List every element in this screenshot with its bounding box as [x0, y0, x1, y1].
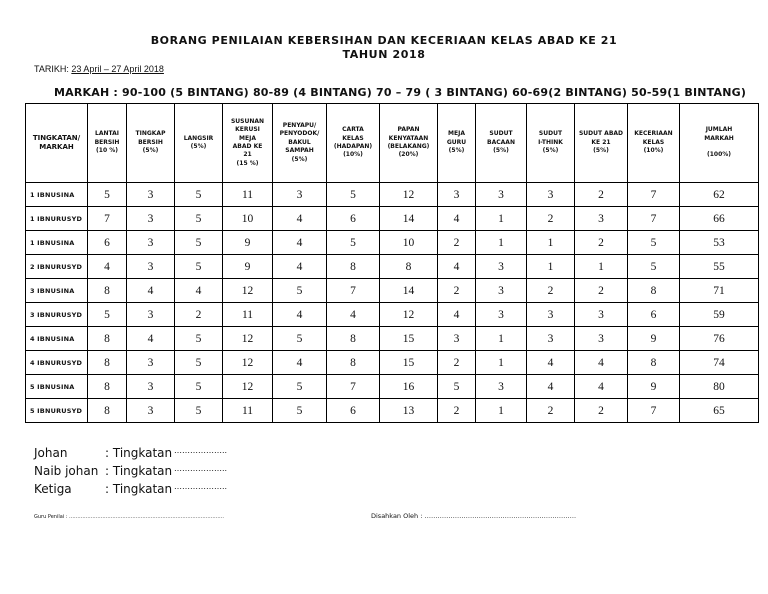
score-cell: 12 — [223, 351, 273, 375]
table-row — [26, 255, 759, 279]
column-header — [127, 104, 175, 183]
score-cell: 6 — [327, 207, 380, 231]
score-cell: 4 — [438, 207, 476, 231]
score-cell: 5 — [438, 375, 476, 399]
score-cell: 2 — [527, 279, 575, 303]
column-header-line: (5%) — [291, 155, 308, 163]
score-cell: 3 — [476, 303, 527, 327]
column-header-line: KELAS — [642, 138, 665, 146]
score-cell: 3 — [127, 255, 175, 279]
column-header-line: MEJA — [239, 134, 256, 142]
score-cell: 2 — [175, 303, 223, 327]
assessment-table — [25, 103, 759, 423]
score-cell: 4 — [575, 351, 628, 375]
winner-field-label: : Tingkatan — [105, 464, 173, 478]
column-header-line: SUDUT ABAD — [578, 130, 624, 138]
column-header-line: (10 %) — [96, 147, 118, 155]
column-header-line: (5%) — [190, 143, 207, 150]
score-cell: 4 — [438, 255, 476, 279]
score-cell: 9 — [628, 375, 680, 399]
column-header-line: JUMLAH — [705, 126, 733, 134]
date-label: TARIKH: — [34, 64, 72, 74]
score-cell: 5 — [628, 231, 680, 255]
score-cell: 4 — [273, 207, 327, 231]
score-cell: 11 — [223, 399, 273, 423]
score-cell: 8 — [327, 255, 380, 279]
score-cell: 5 — [175, 183, 223, 207]
score-cell: 4 — [527, 351, 575, 375]
score-cell: 3 — [273, 183, 327, 207]
score-cell: 8 — [327, 327, 380, 351]
column-header-line: SAMPAH — [285, 147, 314, 155]
score-cell: 2 — [575, 231, 628, 255]
score-cell: 8 — [380, 255, 438, 279]
column-header-line: (5%) — [142, 147, 159, 155]
column-header-line: (5%) — [493, 147, 509, 155]
column-header-line: PENYODOK/ — [279, 130, 320, 138]
score-cell: 6 — [628, 303, 680, 327]
score-cell: 4 — [327, 303, 380, 327]
column-header-line: 21 — [243, 151, 252, 159]
winner-label: Johan — [34, 446, 68, 460]
score-cell: 5 — [175, 351, 223, 375]
marks-scale: MARKAH : 90-100 (5 BINTANG) 80-89 (4 BINTANG) 70 – 79 ( 3 BINTANG) 60-69(2 BINTANG) 50-59(1 BINTANG) — [54, 86, 747, 99]
column-header-line: (5%) — [542, 147, 559, 155]
column-header-line: SUDUT — [489, 130, 513, 138]
score-cell: 7 — [327, 375, 380, 399]
score-cell: 5 — [327, 183, 380, 207]
score-cell: 3 — [127, 231, 175, 255]
score-cell: 9 — [628, 327, 680, 351]
total-score-cell: 65 — [680, 399, 759, 423]
approval-signature-line: Disahkan Oleh : ……………………………………………………………. — [371, 512, 577, 520]
column-header-line: PENYAPU/ — [282, 121, 317, 129]
score-cell: 3 — [127, 303, 175, 327]
score-cell: 11 — [223, 183, 273, 207]
column-header-line: BACAAN — [487, 138, 515, 146]
score-cell: 7 — [628, 399, 680, 423]
table-row — [26, 207, 759, 231]
column-header-line: TINGKAP — [135, 130, 166, 138]
score-cell: 3 — [527, 303, 575, 327]
score-cell: 5 — [628, 255, 680, 279]
score-cell: 5 — [175, 327, 223, 351]
header-row — [26, 104, 759, 183]
score-cell: 1 — [476, 327, 527, 351]
column-header — [26, 104, 88, 183]
column-header — [438, 104, 476, 183]
score-cell: 7 — [327, 279, 380, 303]
assessor-signature-line: Guru Penilai : ………………………………………………………………………………… — [34, 514, 225, 520]
score-cell: 5 — [88, 303, 127, 327]
score-cell: 2 — [527, 207, 575, 231]
score-cell: 2 — [575, 183, 628, 207]
score-cell: 8 — [88, 279, 127, 303]
score-cell: 3 — [575, 207, 628, 231]
score-cell: 11 — [223, 303, 273, 327]
class-name-cell: 1 IBNURUSYD — [26, 207, 88, 231]
table-row — [26, 231, 759, 255]
score-cell: 2 — [438, 231, 476, 255]
column-header-line: (5%) — [448, 147, 465, 155]
table-row — [26, 279, 759, 303]
score-cell: 9 — [223, 255, 273, 279]
class-name-cell: 5 IBNURUSYD — [26, 399, 88, 423]
score-cell: 7 — [628, 207, 680, 231]
score-cell: 5 — [175, 207, 223, 231]
score-cell: 1 — [575, 255, 628, 279]
class-name-cell: 1 IBNUSINA — [26, 231, 88, 255]
column-header-line: MEJA — [448, 130, 465, 138]
score-cell: 1 — [527, 255, 575, 279]
column-header-line: (10%) — [643, 147, 664, 155]
total-score-cell: 62 — [680, 183, 759, 207]
column-header — [680, 104, 759, 183]
score-cell: 3 — [527, 183, 575, 207]
column-header-line: (20%) — [398, 151, 419, 159]
column-header-line: MARKAH — [39, 143, 74, 151]
score-cell: 7 — [88, 207, 127, 231]
total-score-cell: 66 — [680, 207, 759, 231]
score-cell: 3 — [575, 303, 628, 327]
column-header-line: BERSIH — [138, 138, 163, 146]
score-cell: 3 — [127, 207, 175, 231]
winner-field-label: : Tingkatan — [105, 446, 173, 460]
total-score-cell: 76 — [680, 327, 759, 351]
score-cell: 8 — [628, 279, 680, 303]
class-name-cell: 3 IBNURUSYD — [26, 303, 88, 327]
table-row — [26, 327, 759, 351]
score-cell: 1 — [476, 399, 527, 423]
column-header-line: I-THINK — [538, 138, 563, 146]
score-cell: 1 — [476, 207, 527, 231]
column-header — [575, 104, 628, 183]
score-cell: 3 — [476, 375, 527, 399]
score-cell: 2 — [438, 279, 476, 303]
score-cell: 2 — [438, 399, 476, 423]
date-line — [34, 64, 164, 74]
column-header — [223, 104, 273, 183]
total-score-cell: 80 — [680, 375, 759, 399]
score-cell: 4 — [127, 327, 175, 351]
score-cell: 15 — [380, 327, 438, 351]
column-header-line: CARTA — [342, 126, 364, 134]
class-name-cell: 4 IBNUSINA — [26, 327, 88, 351]
winner-field-label: : Tingkatan — [105, 482, 173, 496]
score-cell: 3 — [476, 279, 527, 303]
score-cell: 4 — [273, 303, 327, 327]
score-cell: 16 — [380, 375, 438, 399]
score-cell: 3 — [127, 375, 175, 399]
score-cell: 2 — [527, 399, 575, 423]
class-name-cell: 2 IBNURUSYD — [26, 255, 88, 279]
score-cell: 12 — [223, 327, 273, 351]
score-cell: 5 — [273, 399, 327, 423]
score-cell: 10 — [380, 231, 438, 255]
column-header-line: BAKUL — [288, 138, 311, 146]
score-cell: 2 — [438, 351, 476, 375]
column-header-line: TINGKATAN/ — [32, 134, 81, 142]
score-cell: 5 — [273, 279, 327, 303]
score-cell: 2 — [575, 399, 628, 423]
total-score-cell: 55 — [680, 255, 759, 279]
column-header-line: KENYATAAN — [388, 134, 429, 142]
score-cell: 3 — [476, 183, 527, 207]
column-header-line: GURU — [446, 138, 467, 146]
score-cell: 5 — [175, 399, 223, 423]
score-cell: 1 — [527, 231, 575, 255]
column-header — [327, 104, 380, 183]
form-title: BORANG PENILAIAN KEBERSIHAN DAN KECERIAAN KELAS ABAD KE 21 — [150, 34, 618, 47]
column-header — [175, 104, 223, 183]
total-score-cell: 53 — [680, 231, 759, 255]
column-header-line: (5%) — [593, 147, 609, 155]
column-header — [273, 104, 327, 183]
score-cell: 3 — [476, 255, 527, 279]
table-row — [26, 375, 759, 399]
score-cell: 6 — [88, 231, 127, 255]
score-cell: 3 — [127, 399, 175, 423]
score-cell: 10 — [223, 207, 273, 231]
column-header — [527, 104, 575, 183]
score-cell: 4 — [273, 255, 327, 279]
column-header-line: SUSUNAN — [230, 117, 265, 125]
score-cell: 6 — [327, 399, 380, 423]
score-cell: 8 — [88, 351, 127, 375]
column-header-line: LANGSIR — [183, 134, 214, 142]
score-cell: 3 — [438, 327, 476, 351]
column-header — [88, 104, 127, 183]
score-cell: 12 — [223, 375, 273, 399]
score-cell: 4 — [527, 375, 575, 399]
score-cell: 8 — [88, 375, 127, 399]
total-score-cell: 74 — [680, 351, 759, 375]
winner-blank: ……………….. — [174, 482, 228, 491]
column-header-line: (10%) — [343, 151, 363, 159]
score-cell: 14 — [380, 207, 438, 231]
column-header — [380, 104, 438, 183]
score-cell: 9 — [223, 231, 273, 255]
table-body — [26, 183, 759, 423]
column-header-line: PAPAN — [397, 126, 420, 134]
table-row — [26, 303, 759, 327]
total-score-cell: 71 — [680, 279, 759, 303]
score-cell: 5 — [273, 375, 327, 399]
score-cell: 12 — [223, 279, 273, 303]
class-name-cell: 5 IBNUSINA — [26, 375, 88, 399]
score-cell: 3 — [127, 351, 175, 375]
winner-label: Naib johan — [34, 464, 99, 478]
class-name-cell: 3 IBNUSINA — [26, 279, 88, 303]
score-cell: 3 — [527, 327, 575, 351]
column-header-line: KE 21 — [591, 138, 611, 146]
score-cell: 7 — [628, 183, 680, 207]
column-header — [628, 104, 680, 183]
score-cell: 5 — [175, 231, 223, 255]
date-value: 23 April – 27 April 2018 — [71, 64, 164, 74]
score-cell: 2 — [575, 279, 628, 303]
score-cell: 4 — [438, 303, 476, 327]
column-header-line: LANTAI — [95, 130, 119, 138]
column-header-line: SUDUT — [538, 130, 563, 138]
score-cell: 3 — [127, 183, 175, 207]
column-header-line: BERSIH — [94, 138, 120, 146]
table-row — [26, 183, 759, 207]
winner-blank: ……………….. — [174, 464, 228, 473]
column-header-line: KELAS — [342, 134, 364, 142]
score-cell: 14 — [380, 279, 438, 303]
score-cell: 4 — [175, 279, 223, 303]
form-year: TAHUN 2018 — [342, 48, 426, 61]
score-cell: 5 — [327, 231, 380, 255]
column-header-line: MARKAH — [704, 134, 734, 142]
score-cell: 3 — [438, 183, 476, 207]
score-cell: 4 — [273, 231, 327, 255]
column-header-line: ABAD KE — [232, 143, 263, 150]
score-cell: 8 — [327, 351, 380, 375]
score-cell: 8 — [88, 399, 127, 423]
score-cell: 4 — [575, 375, 628, 399]
score-cell: 4 — [127, 279, 175, 303]
column-header-line: KECERIAAN — [634, 130, 673, 138]
score-cell: 15 — [380, 351, 438, 375]
table-row — [26, 351, 759, 375]
column-header — [476, 104, 527, 183]
score-cell: 5 — [88, 183, 127, 207]
column-header-line: (15 %) — [236, 159, 259, 167]
score-cell: 4 — [88, 255, 127, 279]
column-header-line: (HADAPAN) — [333, 143, 373, 150]
winner-label: Ketiga — [34, 482, 72, 496]
score-cell: 12 — [380, 303, 438, 327]
class-name-cell: 4 IBNURUSYD — [26, 351, 88, 375]
table-row — [26, 399, 759, 423]
score-cell: 1 — [476, 231, 527, 255]
score-cell: 13 — [380, 399, 438, 423]
column-header-line: KERUSI — [235, 126, 260, 134]
column-header-line: (100%) — [706, 151, 732, 159]
score-cell: 5 — [175, 375, 223, 399]
column-header-line: (BELAKANG) — [387, 143, 430, 150]
score-cell: 1 — [476, 351, 527, 375]
score-cell: 5 — [175, 255, 223, 279]
score-cell: 12 — [380, 183, 438, 207]
score-cell: 8 — [628, 351, 680, 375]
total-score-cell: 59 — [680, 303, 759, 327]
score-cell: 4 — [273, 351, 327, 375]
score-cell: 5 — [273, 327, 327, 351]
class-name-cell: 1 IBNUSINA — [26, 183, 88, 207]
score-cell: 8 — [88, 327, 127, 351]
score-cell: 3 — [575, 327, 628, 351]
winner-blank: ……………….. — [174, 446, 228, 455]
